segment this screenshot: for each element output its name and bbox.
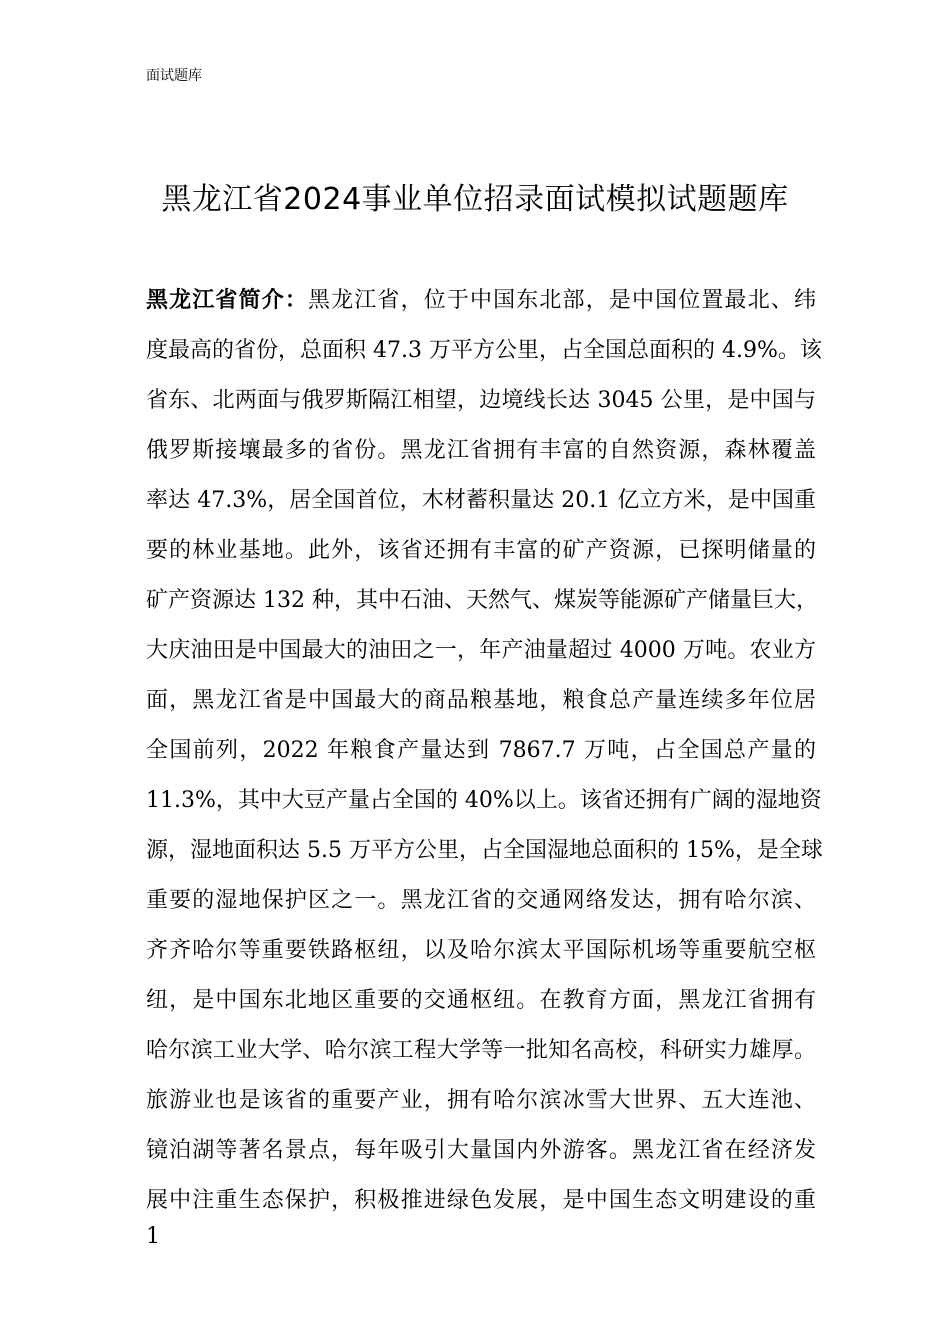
- paragraph-line: 度最高的省份，总面积 47.3 万平方公里，占全国总面积的 4.9%。该: [146, 338, 822, 363]
- intro-lead: 黑龙江省简介：: [146, 288, 308, 313]
- paragraph-line: 哈尔滨工业大学、哈尔滨工程大学等一批知名高校，科研实力雄厚。: [146, 1038, 816, 1063]
- paragraph-line: 纽，是中国东北地区重要的交通枢纽。在教育方面，黑龙江省拥有: [146, 988, 816, 1013]
- document-title: 黑龙江省2024事业单位招录面试模拟试题题库: [161, 182, 789, 217]
- paragraph-line: 大庆油田是中国最大的油田之一，年产油量超过 4000 万吨。农业方: [146, 638, 816, 663]
- paragraph-line: 镜泊湖等著名景点，每年吸引大量国内外游客。黑龙江省在经济发: [146, 1138, 816, 1163]
- paragraph-line: 省东、北两面与俄罗斯隔江相望，边境线长达 3045 公里，是中国与: [146, 388, 816, 413]
- paragraph-line: 全国前列，2022 年粮食产量达到 7867.7 万吨，占全国总产量的: [146, 738, 816, 763]
- paragraph-line: 重要的湿地保护区之一。黑龙江省的交通网络发达，拥有哈尔滨、: [146, 888, 816, 913]
- paragraph-line: 源，湿地面积达 5.5 万平方公里，占全国湿地总面积的 15%，是全球: [146, 838, 823, 863]
- paragraph-line: 展中注重生态保护，积极推进绿色发展，是中国生态文明建设的重: [146, 1188, 816, 1213]
- paragraph-line: 要的林业基地。此外，该省还拥有丰富的矿产资源，已探明储量的: [146, 538, 816, 563]
- paragraph-line: 齐齐哈尔等重要铁路枢纽，以及哈尔滨太平国际机场等重要航空枢: [146, 938, 816, 963]
- paragraph-line-text: 黑龙江省，位于中国东北部，是中国位置最北、纬: [308, 288, 816, 313]
- page-number: 1: [146, 1224, 160, 1249]
- paragraph-line: 旅游业也是该省的重要产业，拥有哈尔滨冰雪大世界、五大连池、: [146, 1088, 816, 1113]
- paragraph-line: 矿产资源达 132 种，其中石油、天然气、煤炭等能源矿产储量巨大，: [146, 588, 818, 613]
- page-header: 面试题库: [146, 68, 202, 84]
- paragraph-line: 11.3%，其中大豆产量占全国的 40%以上。该省还拥有广阔的湿地资: [146, 788, 822, 813]
- paragraph-line: 率达 47.3%，居全国首位，木材蓄积量达 20.1 亿立方米，是中国重: [146, 488, 816, 513]
- paragraph-line: [146, 276, 816, 326]
- paragraph-line: 俄罗斯接壤最多的省份。黑龙江省拥有丰富的自然资源，森林覆盖: [146, 438, 816, 463]
- paragraph-line: 面，黑龙江省是中国最大的商品粮基地，粮食总产量连续多年位居: [146, 688, 816, 713]
- body-paragraph: [146, 276, 823, 1226]
